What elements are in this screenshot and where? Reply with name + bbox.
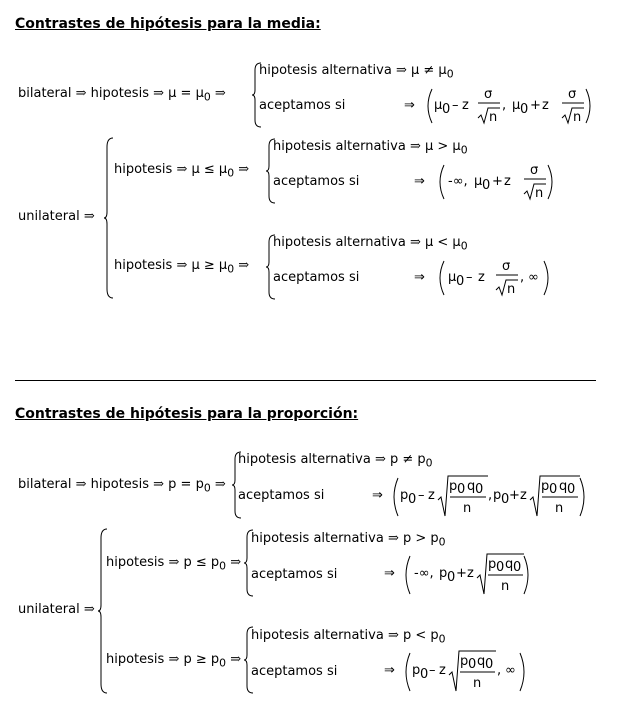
media-case1-interval (414, 160, 554, 204)
p-symbol: p (449, 479, 458, 494)
prop-bilateral-alt-label: hipotesis alternativa (238, 452, 371, 467)
z-symbol: z (439, 663, 446, 678)
subscript-zero: 0 (457, 482, 466, 497)
subscript-zero: 0 (460, 239, 468, 253)
prop-case1-alt-row (251, 531, 446, 549)
prop-bilateral-h0: p = p (168, 477, 204, 492)
n-symbol: n (507, 282, 516, 297)
svg-text:,: , (502, 98, 507, 113)
z-symbol: z (478, 270, 485, 285)
implies-arrow: ⇒ (238, 258, 250, 273)
mu-symbol: μ (474, 174, 483, 189)
prop-bilateral-interval (372, 474, 588, 520)
prop-case2-interval (384, 649, 532, 695)
subscript-zero: 0 (420, 667, 429, 682)
prop-bilateral-hipotesis-label: hipotesis (90, 477, 149, 492)
prop-case2-alt-row (251, 628, 446, 646)
p-symbol: p (541, 479, 550, 494)
implies-arrow: ⇒ (168, 555, 180, 570)
svg-text:–: – (429, 663, 436, 678)
implies-arrow: ⇒ (374, 452, 386, 467)
prop-case2-alt: p < p (403, 628, 439, 643)
z-symbol: z (467, 566, 474, 581)
sigma-symbol: σ (484, 87, 493, 102)
sigma-symbol: σ (530, 163, 539, 178)
prop-bilateral-alt-row (238, 452, 433, 470)
implies-arrow: ⇒ (75, 86, 87, 101)
subscript-zero: 0 (513, 560, 522, 575)
implies-arrow: ⇒ (83, 209, 95, 224)
prop-unilateral-row (18, 602, 95, 617)
subscript-zero: 0 (203, 481, 211, 495)
infinity: ∞ (528, 270, 539, 285)
z-symbol: z (504, 174, 511, 189)
implies-arrow: ⇒ (414, 270, 425, 285)
subscript-zero: 0 (438, 632, 446, 646)
implies-arrow: ⇒ (83, 602, 95, 617)
prop-case1-hipotesis-label: hipotesis (106, 555, 165, 570)
prop-bilateral-acc-label: aceptamos si (238, 488, 325, 503)
p-symbol: p (460, 654, 469, 669)
media-case2-interval (414, 256, 554, 300)
n-symbol: n (473, 676, 482, 691)
subscript-zero: 0 (219, 559, 227, 573)
svg-text:–: – (452, 98, 459, 113)
media-unilateral-label: unilateral (18, 209, 80, 224)
media-case1-alt: μ > μ (425, 139, 461, 154)
neg-infinity: -∞, (448, 174, 468, 189)
subscript-zero: 0 (227, 262, 235, 276)
media-case1-hipotesis-label: hipotesis (114, 162, 173, 177)
svg-text:–: – (418, 488, 425, 503)
implies-arrow: ⇒ (153, 477, 165, 492)
implies-arrow: ⇒ (168, 652, 180, 667)
prop-case1-h0: p ≤ p (183, 555, 220, 570)
subscript-zero: 0 (567, 482, 576, 497)
media-bilateral-label: bilateral (18, 86, 72, 101)
media-case1-acc-label: aceptamos si (273, 174, 360, 189)
subscript-zero: 0 (549, 482, 558, 497)
implies-arrow: ⇒ (395, 63, 407, 78)
subscript-zero: 0 (496, 560, 505, 575)
z-symbol: z (520, 488, 527, 503)
subscript-zero: 0 (468, 657, 477, 672)
media-bilateral-hipotesis-label: hipotesis (90, 86, 149, 101)
subscript-zero: 0 (475, 482, 484, 497)
implies-arrow: ⇒ (409, 139, 421, 154)
subscript-zero: 0 (438, 535, 446, 549)
prop-unilateral-case1-row (106, 555, 241, 573)
p-symbol: p (493, 488, 502, 503)
prop-bilateral-label: bilateral (18, 477, 72, 492)
section-divider (15, 380, 596, 381)
q-symbol: q (505, 557, 514, 572)
implies-arrow: ⇒ (238, 162, 250, 177)
n-symbol: n (535, 186, 544, 201)
svg-text:+: + (456, 566, 467, 581)
prop-unilateral-case2-row (106, 652, 241, 670)
svg-text:,: , (488, 488, 493, 503)
p-symbol: p (488, 557, 497, 572)
media-bilateral-alt: μ ≠ μ (411, 63, 447, 78)
implies-arrow: ⇒ (384, 663, 395, 678)
subscript-zero: 0 (442, 102, 451, 117)
implies-arrow: ⇒ (409, 235, 421, 250)
svg-text:–: – (466, 270, 473, 285)
media-case2-h0: μ ≥ μ (191, 258, 228, 273)
svg-text:,: , (497, 663, 502, 678)
media-bilateral-interval (404, 84, 594, 128)
subscript-zero: 0 (227, 166, 235, 180)
q-symbol: q (559, 479, 568, 494)
subscript-zero: 0 (501, 492, 510, 507)
subscript-zero: 0 (482, 178, 491, 193)
subscript-zero: 0 (460, 143, 468, 157)
prop-case1-acc-label: aceptamos si (251, 567, 338, 582)
implies-arrow: ⇒ (387, 628, 399, 643)
infinity: ∞ (505, 663, 516, 678)
subscript-zero: 0 (425, 456, 433, 470)
prop-bilateral-row (18, 477, 226, 495)
svg-text:,: , (520, 270, 525, 285)
media-case2-alt-row (273, 235, 468, 253)
media-case1-alt-label: hipotesis alternativa (273, 139, 406, 154)
implies-arrow: ⇒ (75, 477, 87, 492)
implies-arrow: ⇒ (214, 86, 226, 101)
n-symbol: n (501, 579, 510, 594)
media-case2-acc-label: aceptamos si (273, 270, 360, 285)
implies-arrow: ⇒ (176, 258, 188, 273)
subscript-zero: 0 (219, 656, 227, 670)
implies-arrow: ⇒ (387, 531, 399, 546)
prop-case2-hipotesis-label: hipotesis (106, 652, 165, 667)
prop-case2-h0: p ≥ p (183, 652, 220, 667)
sigma-symbol: σ (568, 87, 577, 102)
media-bilateral-alt-label: hipotesis alternativa (259, 63, 392, 78)
p-symbol: p (412, 663, 421, 678)
subscript-zero: 0 (447, 570, 456, 585)
prop-case2-acc-label: aceptamos si (251, 664, 338, 679)
media-case1-h0: μ ≤ μ (191, 162, 228, 177)
prop-bilateral-alt: p ≠ p (390, 452, 426, 467)
media-bilateral-h0: μ = μ (168, 86, 204, 101)
implies-arrow: ⇒ (230, 652, 242, 667)
z-symbol: z (542, 98, 549, 113)
media-case1-alt-row (273, 139, 468, 157)
implies-arrow: ⇒ (372, 488, 383, 503)
implies-arrow: ⇒ (404, 98, 415, 113)
svg-text:+: + (509, 488, 520, 503)
media-unilateral-brace (104, 137, 114, 299)
prop-case1-interval (384, 552, 532, 598)
implies-arrow: ⇒ (414, 174, 425, 189)
subscript-zero: 0 (456, 274, 465, 289)
n-symbol: n (489, 110, 498, 125)
prop-unilateral-label: unilateral (18, 602, 80, 617)
media-section-title: Contrastes de hipótesis para la media: (15, 16, 321, 32)
sigma-symbol: σ (502, 259, 511, 274)
media-unilateral-case1-row (114, 162, 249, 180)
implies-arrow: ⇒ (176, 162, 188, 177)
p-symbol: p (400, 488, 409, 503)
implies-arrow: ⇒ (230, 555, 242, 570)
mu-symbol: μ (434, 98, 443, 113)
media-case2-hipotesis-label: hipotesis (114, 258, 173, 273)
z-symbol: z (428, 488, 435, 503)
media-bilateral-row (18, 86, 226, 104)
subscript-zero: 0 (408, 492, 417, 507)
subscript-zero: 0 (203, 90, 211, 104)
implies-arrow: ⇒ (384, 566, 395, 581)
subscript-zero: 0 (485, 657, 494, 672)
subscript-zero: 0 (446, 67, 454, 81)
media-bilateral-acc-label: aceptamos si (259, 98, 346, 113)
z-symbol: z (462, 98, 469, 113)
n-symbol: n (573, 110, 582, 125)
media-unilateral-row (18, 209, 95, 224)
prop-case1-alt-label: hipotesis alternativa (251, 531, 384, 546)
media-bilateral-alt-row (259, 63, 454, 81)
neg-infinity: -∞, (414, 566, 434, 581)
prop-case1-alt: p > p (403, 531, 439, 546)
n-symbol: n (463, 501, 472, 516)
p-symbol: p (439, 566, 448, 581)
implies-arrow: ⇒ (153, 86, 165, 101)
media-case2-alt: μ < μ (425, 235, 461, 250)
svg-text:+: + (492, 174, 503, 189)
q-symbol: q (467, 479, 476, 494)
n-symbol: n (555, 501, 564, 516)
implies-arrow: ⇒ (214, 477, 226, 492)
media-case2-alt-label: hipotesis alternativa (273, 235, 406, 250)
media-unilateral-case2-row (114, 258, 249, 276)
svg-text:+: + (530, 98, 541, 113)
subscript-zero: 0 (520, 102, 529, 117)
q-symbol: q (477, 654, 486, 669)
prop-case2-alt-label: hipotesis alternativa (251, 628, 384, 643)
mu-symbol: μ (448, 270, 457, 285)
mu-symbol: μ (512, 98, 521, 113)
proporcion-section-title: Contrastes de hipótesis para la proporción: (15, 406, 359, 422)
